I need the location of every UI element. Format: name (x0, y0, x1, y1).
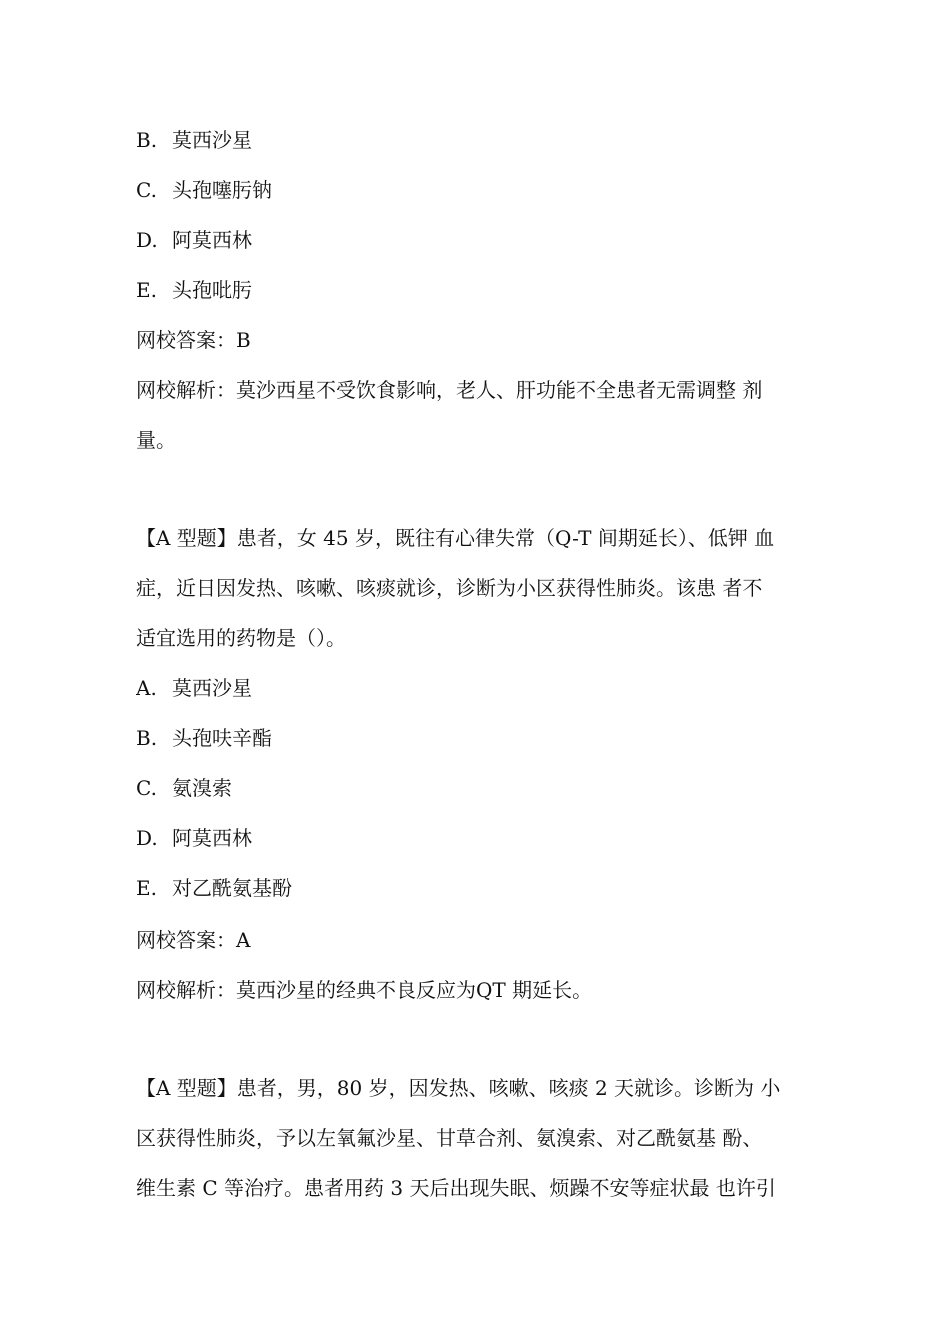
question-line-2: 症，近日因发热、咳嗽、咳痰就诊，诊断为小区获得性肺炎。该患 者不 (136, 576, 763, 600)
option-text: 对乙酰氨基酚 (172, 876, 292, 900)
option-d (136, 228, 826, 252)
option-letter: D. (136, 826, 158, 850)
option-text: 头孢吡肟 (172, 278, 252, 302)
answer-value: A (236, 928, 251, 952)
answer-line (136, 328, 826, 352)
question-line-3: 适宜选用的药物是（）。 (136, 626, 346, 650)
option-b (136, 726, 826, 750)
option-letter: C. (136, 178, 157, 202)
option-e (136, 876, 826, 900)
option-letter: A. (136, 676, 157, 700)
option-letter: E. (136, 278, 157, 302)
option-text: 阿莫西林 (172, 228, 252, 252)
question-line-2: 区获得性肺炎，予以左氧氟沙星、甘草合剂、氨溴索、对乙酰氨基 酚、 (136, 1126, 763, 1150)
option-letter: D. (136, 228, 158, 252)
option-letter: B. (136, 726, 158, 750)
option-letter: E. (136, 876, 157, 900)
analysis-line-2: 量。 (136, 428, 176, 452)
option-d (136, 826, 826, 850)
option-letter: C. (136, 776, 157, 800)
analysis-line-1: 网校解析：莫沙西星不受饮食影响，老人、肝功能不全患者无需调整 剂 (136, 378, 763, 402)
option-text: 莫西沙星 (172, 128, 252, 152)
option-e (136, 278, 826, 302)
answer-value: B (236, 328, 251, 352)
answer-line (136, 928, 826, 952)
option-b (136, 128, 826, 152)
option-text: 阿莫西林 (172, 826, 252, 850)
option-letter: B. (136, 128, 158, 152)
question-line-1: 【A 型题】患者，男，80 岁，因发热、咳嗽、咳痰 2 天就诊。诊断为 小 (136, 1076, 781, 1100)
analysis-line: 网校解析：莫西沙星的经典不良反应为QT 期延长。 (136, 978, 593, 1002)
answer-label: 网校答案： (136, 928, 236, 952)
option-text: 氨溴索 (172, 776, 232, 800)
option-c (136, 776, 826, 800)
option-text: 莫西沙星 (172, 676, 252, 700)
question-line-1: 【A 型题】患者，女 45 岁，既往有心律失常（Q-T 间期延长）、低钾 血 (136, 526, 775, 550)
option-text: 头孢呋辛酯 (172, 726, 272, 750)
option-text: 头孢噻肟钠 (172, 178, 272, 202)
answer-label: 网校答案： (136, 328, 236, 352)
option-a (136, 676, 826, 700)
question-line-3: 维生素 C 等治疗。患者用药 3 天后出现失眠、烦躁不安等症状最 也许引 (136, 1176, 776, 1200)
option-c (136, 178, 826, 202)
